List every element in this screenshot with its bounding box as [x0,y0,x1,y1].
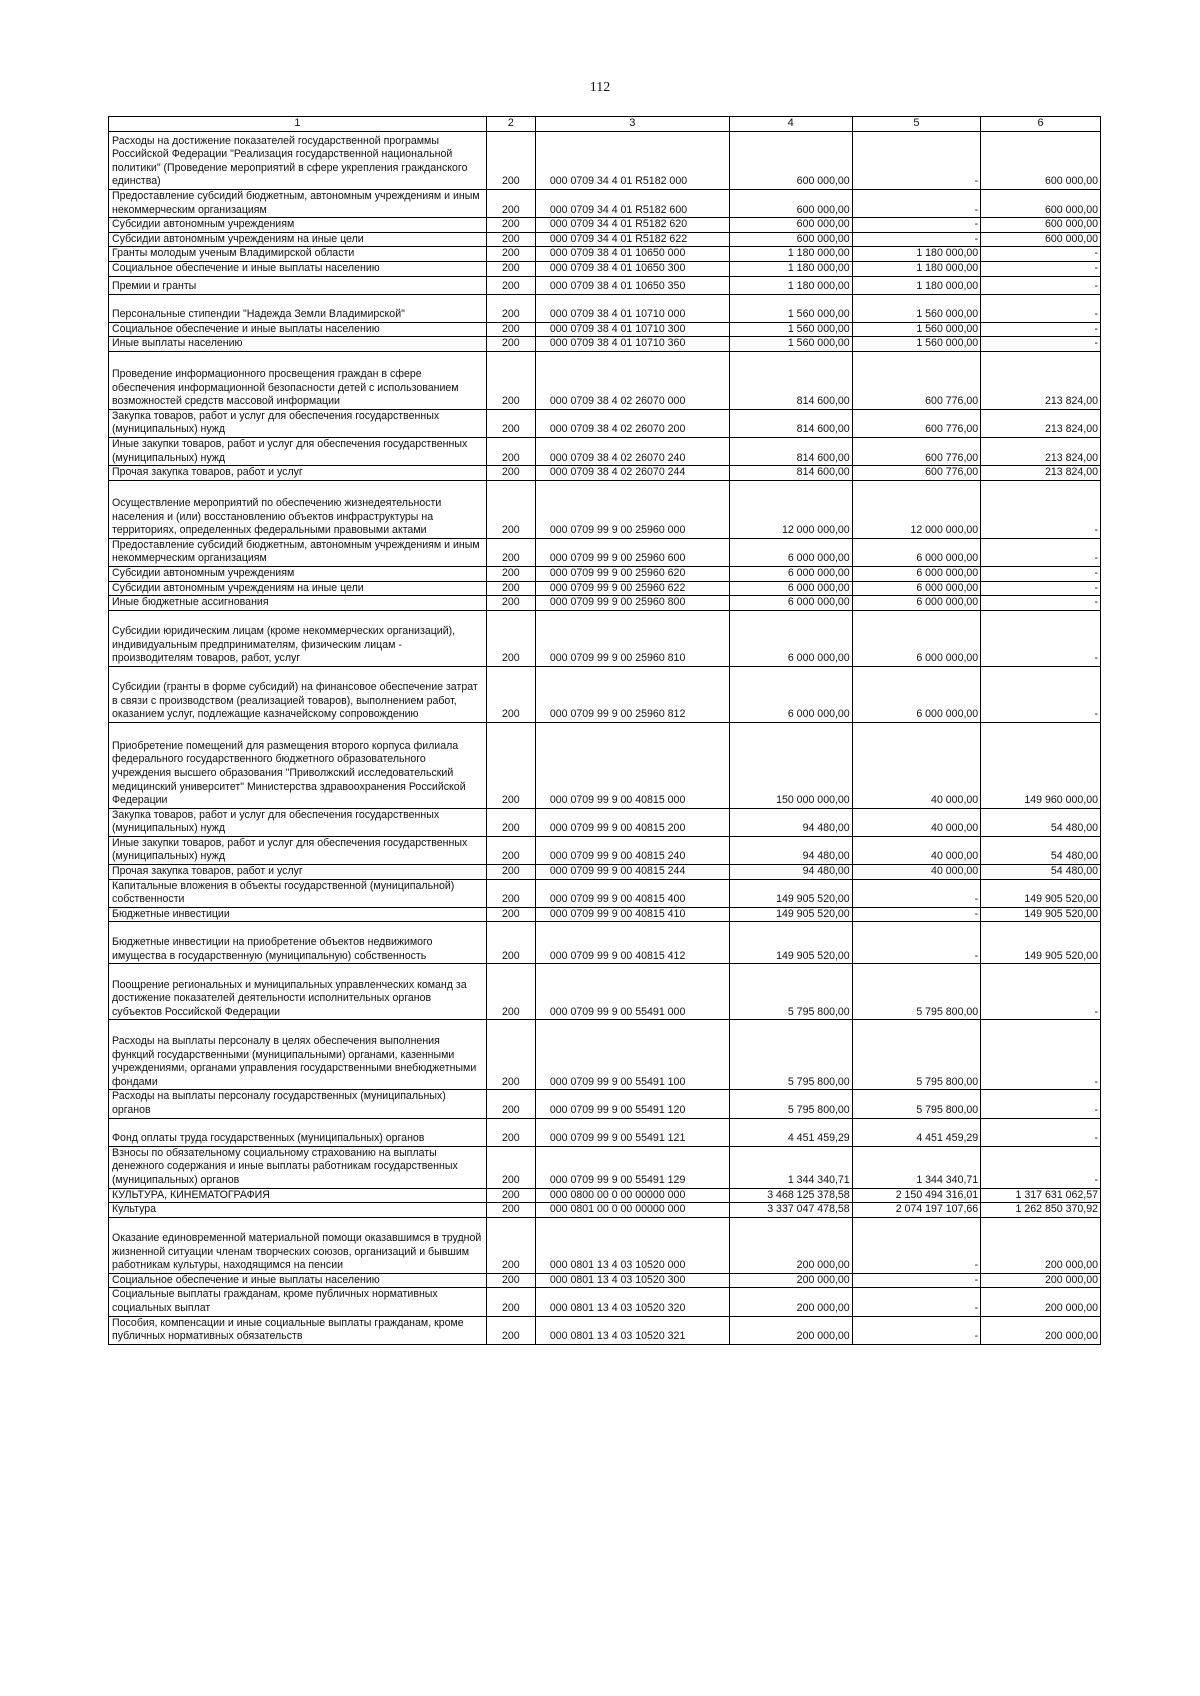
row-col4-cell: 150 000 000,00 [729,722,852,808]
row-col5-cell: 6 000 000,00 [852,581,980,596]
column-header: 1 [109,117,487,132]
row-col4-cell: 5 795 800,00 [729,1090,852,1118]
table-row [109,480,1101,538]
row-col5-cell: 6 000 000,00 [852,596,980,611]
table-row [109,808,1101,836]
row-code-cell: 200 [486,218,535,233]
row-name-cell: Проведение информационного просвещения граждан в сфере обеспечения информационной безопасности детей с использованием возможностей средств массовой информации [109,351,487,409]
row-code-cell: 200 [486,437,535,465]
table-row [109,409,1101,437]
row-code-cell: 200 [486,322,535,337]
row-col6-cell: 149 960 000,00 [981,722,1101,808]
page-number: 112 [589,80,611,95]
table-row [109,322,1101,337]
table-row [109,1188,1101,1203]
row-code-cell: 200 [486,1020,535,1090]
row-name-cell: Закупка товаров, работ и услуг для обеспечения государственных (муниципальных) нужд [109,409,487,437]
row-code-cell: 200 [486,1316,535,1344]
row-kbk-cell: 000 0801 13 4 03 10520 300 [535,1273,729,1288]
row-name-cell: Осуществление мероприятий по обеспечению жизнедеятельности населения и (или) восстановлению объектов инфраструктуры на территориях, определенных федеральными правовыми актами [109,480,487,538]
row-code-cell: 200 [486,1288,535,1316]
row-col6-cell: 600 000,00 [981,232,1101,247]
row-col4-cell: 5 795 800,00 [729,1020,852,1090]
row-kbk-cell: 000 0709 99 9 00 25960 600 [535,538,729,566]
row-name-cell: Бюджетные инвестиции на приобретение объектов недвижимого имущества в государственную (муниципальную) собственность [109,922,487,964]
row-kbk-cell: 000 0709 99 9 00 40815 400 [535,879,729,907]
row-col6-cell: - [981,538,1101,566]
row-name-cell: Фонд оплаты труда государственных (муниципальных) органов [109,1118,487,1146]
row-kbk-cell: 000 0709 38 4 01 10710 300 [535,322,729,337]
row-name-cell: Поощрение региональных и муниципальных управленческих команд за достижение показателей деятельности исполнительных органов субъектов Российской Федерации [109,964,487,1020]
row-col6-cell: 600 000,00 [981,218,1101,233]
row-col4-cell: 6 000 000,00 [729,596,852,611]
row-kbk-cell: 000 0709 99 9 00 55491 121 [535,1118,729,1146]
row-kbk-cell: 000 0709 38 4 02 26070 244 [535,466,729,481]
table-row [109,437,1101,465]
row-col4-cell: 5 795 800,00 [729,964,852,1020]
table-row [109,836,1101,864]
row-kbk-cell: 000 0709 38 4 01 10650 000 [535,247,729,262]
row-col6-cell: - [981,294,1101,322]
table-row [109,190,1101,218]
row-col4-cell: 6 000 000,00 [729,666,852,722]
row-col6-cell: 200 000,00 [981,1316,1101,1344]
table-row [109,232,1101,247]
row-col6-cell: - [981,480,1101,538]
row-col5-cell: 1 180 000,00 [852,261,980,276]
row-code-cell: 200 [486,337,535,352]
row-col4-cell: 200 000,00 [729,1316,852,1344]
row-col6-cell: - [981,666,1101,722]
row-code-cell: 200 [486,1146,535,1188]
row-code-cell: 200 [486,666,535,722]
row-col6-cell: - [981,581,1101,596]
row-code-cell: 200 [486,190,535,218]
row-name-cell: Иные закупки товаров, работ и услуг для обеспечения государственных (муниципальных) нужд [109,437,487,465]
row-name-cell: Субсидии юридическим лицам (кроме некоммерческих организаций), индивидуальным предпринимателям, физическим лицам - производителям товаров, работ, услуг [109,610,487,666]
row-code-cell: 200 [486,1217,535,1273]
row-col4-cell: 1 560 000,00 [729,337,852,352]
column-header: 2 [486,117,535,132]
row-col4-cell: 3 468 125 378,58 [729,1188,852,1203]
row-code-cell: 200 [486,466,535,481]
row-col5-cell: 600 776,00 [852,351,980,409]
row-col5-cell: - [852,1217,980,1273]
row-col6-cell: 149 905 520,00 [981,907,1101,922]
row-code-cell: 200 [486,261,535,276]
row-name-cell: Расходы на выплаты персоналу государственных (муниципальных) органов [109,1090,487,1118]
row-col4-cell: 1 180 000,00 [729,261,852,276]
row-name-cell: Субсидии автономным учреждениям [109,566,487,581]
row-col6-cell: 149 905 520,00 [981,922,1101,964]
row-name-cell: КУЛЬТУРА, КИНЕМАТОГРАФИЯ [109,1188,487,1203]
row-col6-cell: 600 000,00 [981,132,1101,190]
row-col5-cell: 1 344 340,71 [852,1146,980,1188]
row-col4-cell: 200 000,00 [729,1288,852,1316]
row-code-cell: 200 [486,1118,535,1146]
row-col5-cell: 40 000,00 [852,865,980,880]
table-row [109,218,1101,233]
row-kbk-cell: 000 0709 99 9 00 40815 240 [535,836,729,864]
column-header: 6 [981,117,1101,132]
row-code-cell: 200 [486,922,535,964]
row-code-cell: 200 [486,1273,535,1288]
row-kbk-cell: 000 0709 99 9 00 55491 000 [535,964,729,1020]
table-row [109,1203,1101,1218]
row-col5-cell: 600 776,00 [852,466,980,481]
row-name-cell: Социальные выплаты гражданам, кроме публичных нормативных социальных выплат [109,1288,487,1316]
row-col4-cell: 6 000 000,00 [729,610,852,666]
row-col6-cell: - [981,596,1101,611]
row-code-cell: 200 [486,351,535,409]
row-col5-cell: 6 000 000,00 [852,538,980,566]
row-col6-cell: - [981,1118,1101,1146]
row-col5-cell: 5 795 800,00 [852,1020,980,1090]
row-name-cell: Расходы на достижение показателей государственной программы Российской Федерации "Реализация государственной национальной политики" (Проведение мероприятий в сфере укрепления гражданского единства) [109,132,487,190]
row-col6-cell: 213 824,00 [981,466,1101,481]
row-code-cell: 200 [486,596,535,611]
row-kbk-cell: 000 0709 38 4 02 26070 000 [535,351,729,409]
row-col4-cell: 814 600,00 [729,351,852,409]
table-row [109,922,1101,964]
row-kbk-cell: 000 0709 99 9 00 25960 810 [535,610,729,666]
table-row [109,596,1101,611]
row-name-cell: Оказание единовременной материальной помощи оказавшимся в трудной жизненной ситуации членам творческих союзов, организаций и бывшим работникам культуры, находящимся на пенсии [109,1217,487,1273]
row-name-cell: Расходы на выплаты персоналу в целях обеспечения выполнения функций государственными (муниципальными) органами, казенными учреждениями, органами управления государственными внебюджетными фондами [109,1020,487,1090]
row-code-cell: 200 [486,836,535,864]
row-col4-cell: 814 600,00 [729,466,852,481]
table-row [109,132,1101,190]
row-col5-cell: - [852,879,980,907]
table-row [109,1118,1101,1146]
row-col4-cell: 3 337 047 478,58 [729,1203,852,1218]
row-code-cell: 200 [486,1203,535,1218]
row-name-cell: Приобретение помещений для размещения второго корпуса филиала федерального государственного бюджетного образовательного учреждения высшего образования "Приволжский исследовательский медицинский университет" Министерства здравоохранения Российской Федерации [109,722,487,808]
row-code-cell: 200 [486,964,535,1020]
table-row [109,1288,1101,1316]
row-col4-cell: 600 000,00 [729,190,852,218]
row-col4-cell: 149 905 520,00 [729,907,852,922]
row-code-cell: 200 [486,132,535,190]
table-row [109,879,1101,907]
row-kbk-cell: 000 0709 99 9 00 25960 812 [535,666,729,722]
row-name-cell: Культура [109,1203,487,1218]
row-col6-cell: 200 000,00 [981,1288,1101,1316]
row-col6-cell: 149 905 520,00 [981,879,1101,907]
row-col5-cell: - [852,1316,980,1344]
row-col5-cell: 40 000,00 [852,836,980,864]
row-code-cell: 200 [486,232,535,247]
row-kbk-cell: 000 0709 38 4 01 10650 350 [535,276,729,294]
column-header: 4 [729,117,852,132]
row-code-cell: 200 [486,581,535,596]
row-name-cell: Персональные стипендии "Надежда Земли Владимирской" [109,294,487,322]
row-col4-cell: 200 000,00 [729,1273,852,1288]
row-kbk-cell: 000 0801 13 4 03 10520 000 [535,1217,729,1273]
row-col6-cell: - [981,1020,1101,1090]
table-row [109,1020,1101,1090]
row-code-cell: 200 [486,294,535,322]
row-kbk-cell: 000 0709 38 4 02 26070 200 [535,409,729,437]
row-col4-cell: 6 000 000,00 [729,581,852,596]
row-kbk-cell: 000 0709 99 9 00 40815 200 [535,808,729,836]
row-kbk-cell: 000 0709 34 4 01 R5182 622 [535,232,729,247]
row-kbk-cell: 000 0709 38 4 02 26070 240 [535,437,729,465]
row-col6-cell: 600 000,00 [981,190,1101,218]
table-row [109,722,1101,808]
row-kbk-cell: 000 0709 99 9 00 25960 800 [535,596,729,611]
row-name-cell: Иные бюджетные ассигнования [109,596,487,611]
table-row [109,247,1101,262]
row-col4-cell: 1 560 000,00 [729,322,852,337]
row-col4-cell: 94 480,00 [729,836,852,864]
row-col4-cell: 814 600,00 [729,409,852,437]
row-kbk-cell: 000 0709 99 9 00 25960 000 [535,480,729,538]
row-kbk-cell: 000 0709 99 9 00 40815 412 [535,922,729,964]
table-row [109,276,1101,294]
row-name-cell: Прочая закупка товаров, работ и услуг [109,865,487,880]
row-name-cell: Социальное обеспечение и иные выплаты населению [109,322,487,337]
row-col5-cell: 1 560 000,00 [852,322,980,337]
row-name-cell: Субсидии (гранты в форме субсидий) на финансовое обеспечение затрат в связи с производством (реализацией товаров), выполнением работ, оказанием услуг, подлежащие казначейскому сопровождению [109,666,487,722]
row-col6-cell: 213 824,00 [981,437,1101,465]
row-col6-cell: 1 317 631 062,57 [981,1188,1101,1203]
row-code-cell: 200 [486,1090,535,1118]
row-col6-cell: 200 000,00 [981,1217,1101,1273]
row-name-cell: Субсидии автономным учреждениям [109,218,487,233]
row-kbk-cell: 000 0709 38 4 01 10710 000 [535,294,729,322]
table-row [109,1217,1101,1273]
row-col4-cell: 149 905 520,00 [729,922,852,964]
row-col5-cell: 1 560 000,00 [852,337,980,352]
row-code-cell: 200 [486,722,535,808]
table-row [109,1090,1101,1118]
row-col5-cell: 5 795 800,00 [852,1090,980,1118]
row-code-cell: 200 [486,409,535,437]
row-col5-cell: 40 000,00 [852,722,980,808]
table-row [109,538,1101,566]
row-col5-cell: 5 795 800,00 [852,964,980,1020]
table-row [109,466,1101,481]
row-code-cell: 200 [486,247,535,262]
table-row [109,610,1101,666]
column-header: 5 [852,117,980,132]
row-col5-cell: 1 180 000,00 [852,247,980,262]
row-col6-cell: 213 824,00 [981,351,1101,409]
row-code-cell: 200 [486,610,535,666]
row-col5-cell: 12 000 000,00 [852,480,980,538]
row-name-cell: Предоставление субсидий бюджетным, автономным учреждениям и иным некоммерческим организациям [109,190,487,218]
row-col6-cell: - [981,1146,1101,1188]
row-name-cell: Пособия, компенсации и иные социальные выплаты гражданам, кроме публичных нормативных обязательств [109,1316,487,1344]
row-col6-cell: 213 824,00 [981,409,1101,437]
row-col6-cell: - [981,337,1101,352]
row-name-cell: Прочая закупка товаров, работ и услуг [109,466,487,481]
row-name-cell: Бюджетные инвестиции [109,907,487,922]
header-row [109,117,1101,132]
budget-table [108,116,1101,1345]
row-col6-cell: - [981,322,1101,337]
row-col4-cell: 94 480,00 [729,808,852,836]
row-kbk-cell: 000 0800 00 0 00 00000 000 [535,1188,729,1203]
row-col6-cell: - [981,276,1101,294]
row-col5-cell: 2 150 494 316,01 [852,1188,980,1203]
row-kbk-cell: 000 0801 13 4 03 10520 320 [535,1288,729,1316]
row-name-cell: Закупка товаров, работ и услуг для обеспечения государственных (муниципальных) нужд [109,808,487,836]
table-row [109,666,1101,722]
row-col4-cell: 200 000,00 [729,1217,852,1273]
row-col6-cell: 54 480,00 [981,836,1101,864]
row-kbk-cell: 000 0709 34 4 01 R5182 000 [535,132,729,190]
row-col6-cell: - [981,566,1101,581]
row-col5-cell: 6 000 000,00 [852,610,980,666]
table-row [109,351,1101,409]
row-name-cell: Иные выплаты населению [109,337,487,352]
column-header: 3 [535,117,729,132]
row-col6-cell: 54 480,00 [981,865,1101,880]
row-col5-cell: 2 074 197 107,66 [852,1203,980,1218]
row-code-cell: 200 [486,538,535,566]
row-col4-cell: 12 000 000,00 [729,480,852,538]
row-kbk-cell: 000 0709 99 9 00 55491 100 [535,1020,729,1090]
row-name-cell: Иные закупки товаров, работ и услуг для обеспечения государственных (муниципальных) нужд [109,836,487,864]
row-code-cell: 200 [486,1188,535,1203]
row-kbk-cell: 000 0709 99 9 00 25960 620 [535,566,729,581]
row-name-cell: Социальное обеспечение и иные выплаты населению [109,1273,487,1288]
row-col5-cell: - [852,907,980,922]
row-code-cell: 200 [486,276,535,294]
row-name-cell: Субсидии автономным учреждениям на иные цели [109,232,487,247]
row-col5-cell: 6 000 000,00 [852,666,980,722]
row-name-cell: Капитальные вложения в объекты государственной (муниципальной) собственности [109,879,487,907]
row-kbk-cell: 000 0801 13 4 03 10520 321 [535,1316,729,1344]
row-col4-cell: 1 180 000,00 [729,276,852,294]
row-col4-cell: 149 905 520,00 [729,879,852,907]
row-col6-cell: 54 480,00 [981,808,1101,836]
row-col5-cell: 1 180 000,00 [852,276,980,294]
row-name-cell: Субсидии автономным учреждениям на иные цели [109,581,487,596]
row-col4-cell: 1 560 000,00 [729,294,852,322]
row-col4-cell: 814 600,00 [729,437,852,465]
row-col4-cell: 600 000,00 [729,218,852,233]
row-col4-cell: 600 000,00 [729,132,852,190]
table-row [109,581,1101,596]
table-row [109,1146,1101,1188]
row-kbk-cell: 000 0709 99 9 00 55491 129 [535,1146,729,1188]
row-col5-cell: - [852,1288,980,1316]
row-col4-cell: 600 000,00 [729,232,852,247]
row-col6-cell: - [981,1090,1101,1118]
row-code-cell: 200 [486,808,535,836]
row-kbk-cell: 000 0709 99 9 00 25960 622 [535,581,729,596]
row-col4-cell: 6 000 000,00 [729,538,852,566]
row-col5-cell: - [852,190,980,218]
row-col4-cell: 1 180 000,00 [729,247,852,262]
table-row [109,1316,1101,1344]
row-name-cell: Предоставление субсидий бюджетным, автономным учреждениям и иным некоммерческим организациям [109,538,487,566]
row-col6-cell: - [981,261,1101,276]
row-code-cell: 200 [486,480,535,538]
row-col5-cell: - [852,922,980,964]
row-col4-cell: 4 451 459,29 [729,1118,852,1146]
row-col5-cell: 600 776,00 [852,409,980,437]
row-name-cell: Гранты молодым ученым Владимирской области [109,247,487,262]
row-col5-cell: 40 000,00 [852,808,980,836]
row-col5-cell: - [852,232,980,247]
row-col4-cell: 1 344 340,71 [729,1146,852,1188]
table-row [109,566,1101,581]
row-col5-cell: - [852,218,980,233]
table-row [109,907,1101,922]
row-kbk-cell: 000 0709 34 4 01 R5182 620 [535,218,729,233]
row-col5-cell: 600 776,00 [852,437,980,465]
row-name-cell: Взносы по обязательному социальному страхованию на выплаты денежного содержания и иные выплаты работникам государственных (муниципальных) органов [109,1146,487,1188]
row-col6-cell: - [981,247,1101,262]
table-row [109,337,1101,352]
row-col6-cell: 200 000,00 [981,1273,1101,1288]
row-kbk-cell: 000 0709 99 9 00 40815 000 [535,722,729,808]
row-col5-cell: 1 560 000,00 [852,294,980,322]
row-name-cell: Премии и гранты [109,276,487,294]
row-kbk-cell: 000 0709 99 9 00 40815 244 [535,865,729,880]
row-kbk-cell: 000 0709 99 9 00 55491 120 [535,1090,729,1118]
row-col4-cell: 6 000 000,00 [729,566,852,581]
row-kbk-cell: 000 0709 38 4 01 10650 300 [535,261,729,276]
row-code-cell: 200 [486,566,535,581]
row-kbk-cell: 000 0709 34 4 01 R5182 600 [535,190,729,218]
table-row [109,964,1101,1020]
row-kbk-cell: 000 0709 99 9 00 40815 410 [535,907,729,922]
table-row [109,1273,1101,1288]
row-col5-cell: 4 451 459,29 [852,1118,980,1146]
row-code-cell: 200 [486,865,535,880]
row-col6-cell: - [981,610,1101,666]
row-col6-cell: - [981,964,1101,1020]
row-col5-cell: 6 000 000,00 [852,566,980,581]
row-col6-cell: 1 262 850 370,92 [981,1203,1101,1218]
table-row [109,261,1101,276]
table-row [109,294,1101,322]
row-col4-cell: 94 480,00 [729,865,852,880]
table-row [109,865,1101,880]
row-kbk-cell: 000 0801 00 0 00 00000 000 [535,1203,729,1218]
row-col5-cell: - [852,132,980,190]
row-kbk-cell: 000 0709 38 4 01 10710 360 [535,337,729,352]
row-name-cell: Социальное обеспечение и иные выплаты населению [109,261,487,276]
row-col5-cell: - [852,1273,980,1288]
row-code-cell: 200 [486,907,535,922]
row-code-cell: 200 [486,879,535,907]
